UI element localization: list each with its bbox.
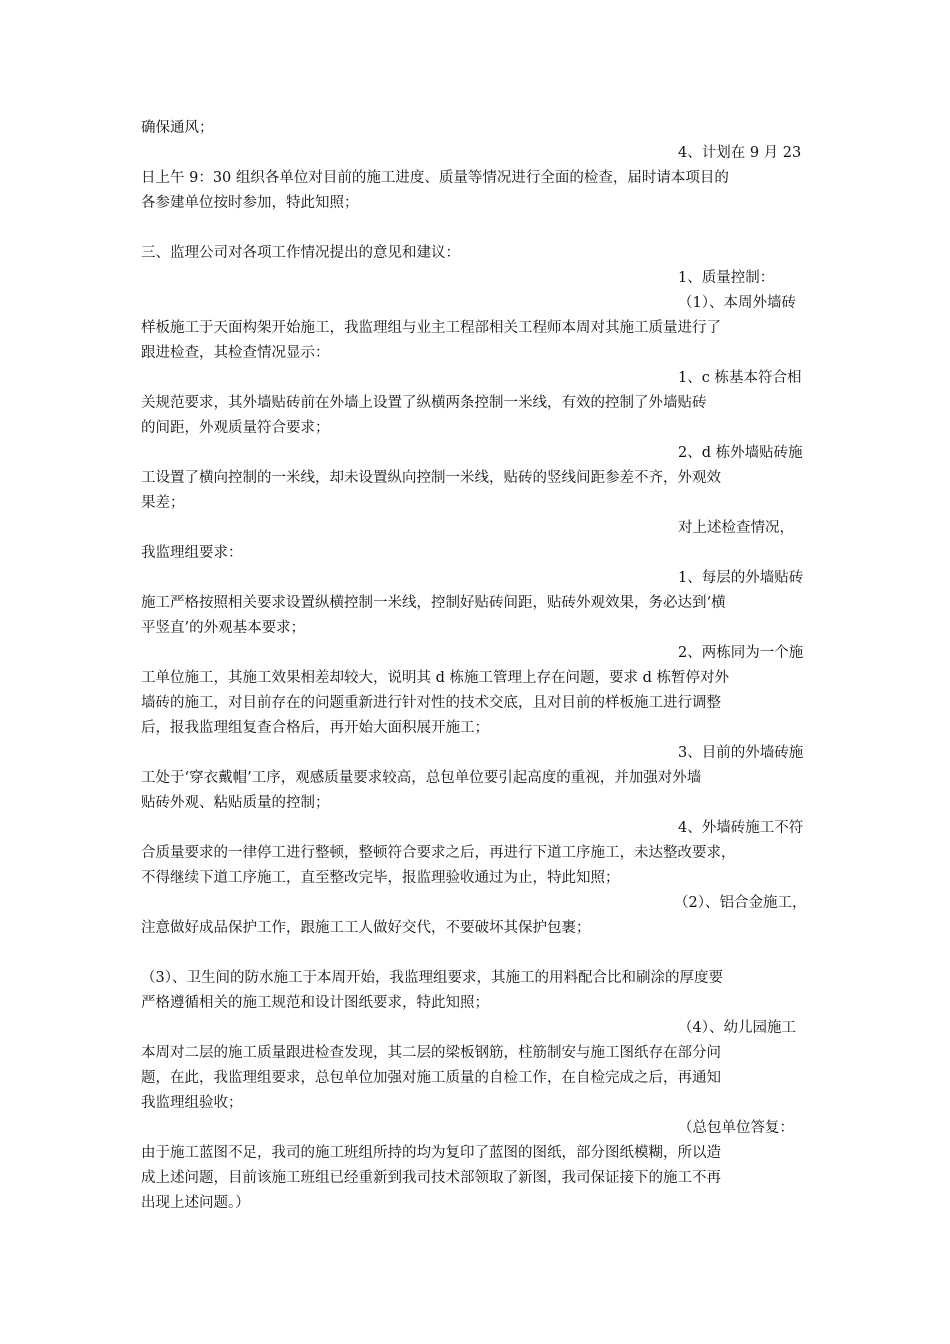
text-line: 关规范要求，其外墙贴砖前在外墙上设置了纵横两条控制一米线，有效的控制了外墙贴砖 <box>141 395 707 411</box>
text-line: 施工严格按照相关要求设置纵横控制一米线，控制好贴砖间距，贴砖外观效果，务必达到‘横 <box>141 595 726 611</box>
text-line: 的间距，外观质量符合要求； <box>141 420 330 436</box>
text-line: 我监理组验收； <box>141 1095 243 1111</box>
subsection-heading: 1、质量控制： <box>678 270 775 286</box>
text-line: 日上午 9：30 组织各单位对目前的施工进度、质量等情况进行全面的检查，届时请本项目的 <box>141 170 729 186</box>
text-line: 严格遵循相关的施工规范和设计图纸要求，特此知照； <box>141 995 489 1011</box>
text-line: 确保通风； <box>141 120 214 136</box>
blank-line <box>141 941 811 966</box>
text-line: 合质量要求的一律停工进行整顿，整顿符合要求之后，再进行下道工序施工，未达整改要求， <box>141 845 736 861</box>
text-line: 工单位施工，其施工效果相差却较大，说明其 d 栋施工管理上存在问题，要求 d 栋暂停对外 <box>141 670 729 686</box>
text-line: 本周对二层的施工质量跟进检查发现，其二层的梁板钢筋，柱筋制安与施工图纸存在部分问 <box>141 1045 721 1061</box>
text-line: 1、每层的外墙贴砖 <box>678 570 804 586</box>
text-line: 样板施工于天面构架开始施工，我监理组与业主工程部相关工程师本周对其施工质量进行了 <box>141 320 721 336</box>
text-line: 4、计划在 9 月 23 <box>678 145 802 161</box>
text-line: 成上述问题，目前该施工班组已经重新到我司技术部领取了新图，我司保证接下的施工不再 <box>141 1170 721 1186</box>
text-line: 平竖直’的外观基本要求； <box>141 620 306 636</box>
text-line: （3）、卫生间的防水施工于本周开始，我监理组要求，其施工的用料配合比和刷涂的厚度要 <box>141 970 723 986</box>
text-line: 1、c 栋基本符合相 <box>678 370 802 386</box>
text-line: 注意做好成品保护工作，跟施工工人做好交代，不要破坏其保护包裹； <box>141 920 591 936</box>
text-line: 2、d 栋外墙贴砖施 <box>678 445 803 461</box>
text-line: 对上述检查情况， <box>678 520 794 536</box>
text-line: 3、目前的外墙砖施 <box>678 745 804 761</box>
text-line: 题，在此，我监理组要求，总包单位加强对施工质量的自检工作，在自检完成之后，再通知 <box>141 1070 721 1086</box>
text-line: 工设置了横向控制的一米线，却未设置纵向控制一米线，贴砖的竖线间距参差不齐，外观效 <box>141 470 721 486</box>
text-line: 墙砖的施工，对目前存在的问题重新进行针对性的技术交底，且对目前的样板施工进行调整 <box>141 695 721 711</box>
text-line: 工处于‘穿衣戴帽’工序，观感质量要求较高，总包单位要引起高度的重视，并加强对外墙 <box>141 770 702 786</box>
text-line: （4）、幼儿园施工 <box>678 1020 796 1036</box>
text-line: 由于施工蓝图不足，我司的施工班组所持的均为复印了蓝图的图纸，部分图纸模糊，所以造 <box>141 1145 721 1161</box>
text-line: 4、外墙砖施工不符 <box>678 820 804 836</box>
text-line: （2）、铝合金施工， <box>674 895 807 911</box>
text-line: 我监理组要求： <box>141 545 243 561</box>
text-line: 后，报我监理组复查合格后，再开始大面积展开施工； <box>141 720 489 736</box>
text-line: 跟进检查，其检查情况显示： <box>141 345 330 361</box>
section-heading: 三、监理公司对各项工作情况提出的意见和建议： <box>141 245 460 261</box>
text-line: 各参建单位按时参加，特此知照； <box>141 195 359 211</box>
text-line: 2、两栋同为一个施 <box>678 645 804 661</box>
blank-line <box>141 216 811 241</box>
text-line: 出现上述问题。） <box>141 1195 250 1211</box>
text-line: 不得继续下道工序施工，直至整改完毕，报监理验收通过为止，特此知照； <box>141 870 620 886</box>
document-body <box>141 116 811 1216</box>
text-line: 贴砖外观、粘贴质量的控制； <box>141 795 330 811</box>
text-line: （1）、本周外墙砖 <box>678 295 796 311</box>
text-line: 果差； <box>141 495 185 511</box>
text-line: （总包单位答复： <box>678 1120 794 1136</box>
